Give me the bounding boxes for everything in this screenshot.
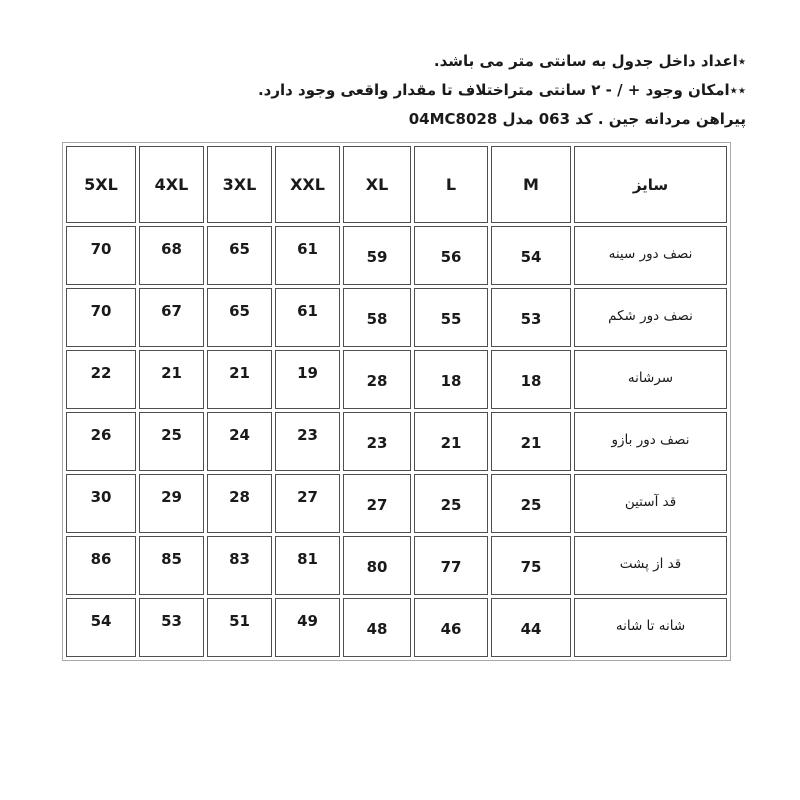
measure-value-cell: 65 [207, 226, 272, 285]
measure-label-cell: قد آستین [574, 474, 727, 533]
measure-value-cell: 70 [66, 226, 136, 285]
measure-value-cell: 67 [139, 288, 204, 347]
measure-value-cell: 18 [491, 350, 571, 409]
table-row [66, 536, 727, 595]
measure-value-cell: 51 [207, 598, 272, 657]
measure-value-cell: 19 [275, 350, 340, 409]
product-title: پیراهن مردانه جین . کد 063 مدل 04MC8028 [408, 110, 746, 128]
measure-value-cell: 53 [139, 598, 204, 657]
measure-value-cell: 22 [66, 350, 136, 409]
note-tolerance: ٭٭امکان وجود + / - ۲ سانتی متراختلاف تا مقدار واقعی وجود دارد. [257, 81, 746, 99]
measure-value-cell: 77 [414, 536, 488, 595]
column-header-5xl: 5XL [66, 146, 136, 223]
measure-value-cell: 54 [66, 598, 136, 657]
measure-value-cell: 75 [491, 536, 571, 595]
measure-label-cell: شانه تا شانه [574, 598, 727, 657]
column-header-3xl: 3XL [207, 146, 272, 223]
measure-value-cell: 53 [491, 288, 571, 347]
measure-value-cell: 27 [343, 474, 411, 533]
measure-value-cell: 83 [207, 536, 272, 595]
table-row [66, 474, 727, 533]
column-header-size: سایز [574, 146, 727, 223]
column-header-l: L [414, 146, 488, 223]
column-header-m: M [491, 146, 571, 223]
notes-block [258, 47, 746, 134]
measure-value-cell: 25 [414, 474, 488, 533]
measure-value-cell: 85 [139, 536, 204, 595]
measure-value-cell: 21 [414, 412, 488, 471]
measure-value-cell: 59 [343, 226, 411, 285]
measure-value-cell: 55 [414, 288, 488, 347]
measure-value-cell: 65 [207, 288, 272, 347]
measure-label-cell: نصف دور بازو [574, 412, 727, 471]
measure-value-cell: 24 [207, 412, 272, 471]
table-row [66, 412, 727, 471]
measure-value-cell: 48 [343, 598, 411, 657]
measure-value-cell: 21 [139, 350, 204, 409]
measure-value-cell: 21 [491, 412, 571, 471]
measure-value-cell: 26 [66, 412, 136, 471]
measure-value-cell: 28 [207, 474, 272, 533]
measure-value-cell: 58 [343, 288, 411, 347]
measure-value-cell: 81 [275, 536, 340, 595]
measure-value-cell: 49 [275, 598, 340, 657]
measure-value-cell: 86 [66, 536, 136, 595]
measure-label-cell: قد از پشت [574, 536, 727, 595]
measure-value-cell: 30 [66, 474, 136, 533]
measure-value-cell: 61 [275, 288, 340, 347]
measure-value-cell: 21 [207, 350, 272, 409]
measure-value-cell: 18 [414, 350, 488, 409]
measure-value-cell: 44 [491, 598, 571, 657]
measure-value-cell: 70 [66, 288, 136, 347]
measure-value-cell: 54 [491, 226, 571, 285]
measure-label-cell: سرشانه [574, 350, 727, 409]
measure-value-cell: 28 [343, 350, 411, 409]
column-header-4xl: 4XL [139, 146, 204, 223]
table-row [66, 350, 727, 409]
measure-value-cell: 27 [275, 474, 340, 533]
measure-value-cell: 80 [343, 536, 411, 595]
table-row [66, 598, 727, 657]
measure-label-cell: نصف دور سینه [574, 226, 727, 285]
measure-value-cell: 25 [491, 474, 571, 533]
table-row [66, 226, 727, 285]
measure-value-cell: 61 [275, 226, 340, 285]
measure-value-cell: 23 [275, 412, 340, 471]
measure-value-cell: 46 [414, 598, 488, 657]
measure-value-cell: 68 [139, 226, 204, 285]
measure-label-cell: نصف دور شکم [574, 288, 727, 347]
table-row [66, 288, 727, 347]
measure-value-cell: 23 [343, 412, 411, 471]
column-header-xl: XL [343, 146, 411, 223]
note-units: ٭اعداد داخل جدول به سانتی متر می باشد. [433, 52, 746, 70]
column-header-xxl: XXL [275, 146, 340, 223]
measure-value-cell: 56 [414, 226, 488, 285]
header-row [66, 146, 727, 223]
measure-value-cell: 25 [139, 412, 204, 471]
measure-value-cell: 29 [139, 474, 204, 533]
size-table [62, 142, 731, 661]
